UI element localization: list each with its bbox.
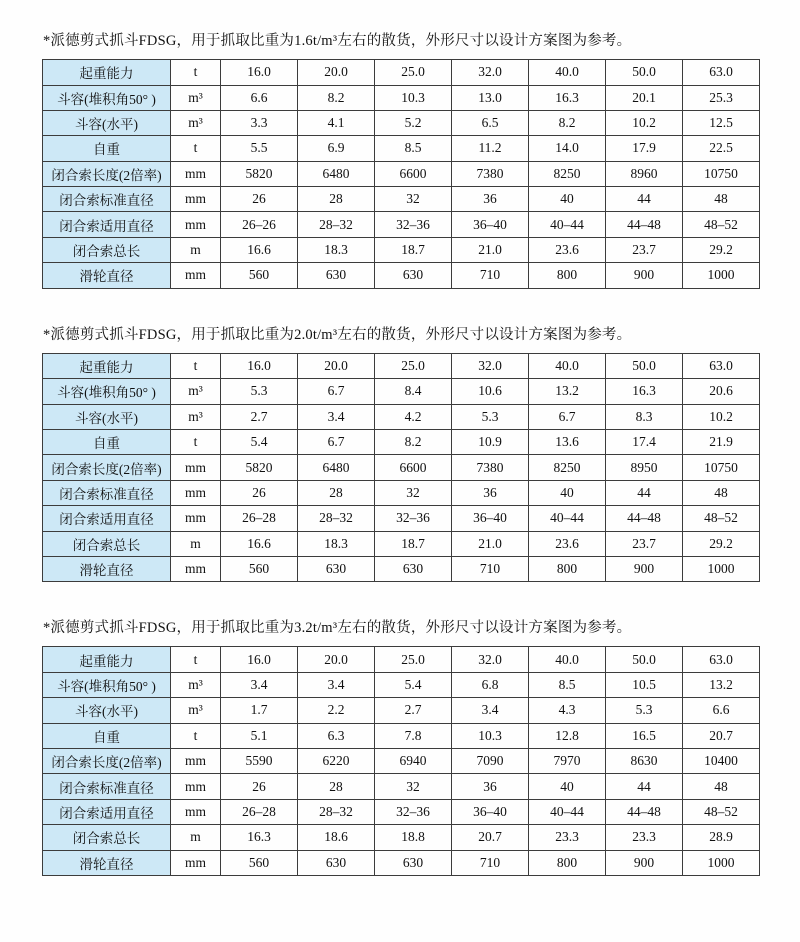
- value-cell: 6940: [375, 748, 452, 773]
- row-unit: mm: [171, 506, 221, 531]
- value-cell: 20.0: [298, 60, 375, 85]
- value-cell: 630: [375, 556, 452, 581]
- value-cell: 3.4: [221, 672, 298, 697]
- value-cell: 40–44: [529, 212, 606, 237]
- table-row: [43, 161, 760, 186]
- table-row: [43, 263, 760, 288]
- row-label: 起重能力: [43, 353, 171, 378]
- value-cell: 7380: [452, 161, 529, 186]
- value-cell: 36: [452, 187, 529, 212]
- value-cell: 10.5: [606, 672, 683, 697]
- value-cell: 32: [375, 774, 452, 799]
- row-label: 闭合索总长: [43, 825, 171, 850]
- value-cell: 560: [221, 556, 298, 581]
- value-cell: 44: [606, 774, 683, 799]
- row-label: 自重: [43, 429, 171, 454]
- value-cell: 40: [529, 774, 606, 799]
- row-label: 滑轮直径: [43, 850, 171, 875]
- table-row: [43, 698, 760, 723]
- value-cell: 25.0: [375, 647, 452, 672]
- table-row: [43, 379, 760, 404]
- value-cell: 6480: [298, 161, 375, 186]
- row-label: 斗容(水平): [43, 698, 171, 723]
- value-cell: 6480: [298, 455, 375, 480]
- row-unit: mm: [171, 480, 221, 505]
- row-label: 闭合索适用直径: [43, 799, 171, 824]
- value-cell: 13.2: [683, 672, 760, 697]
- value-cell: 6.7: [298, 379, 375, 404]
- value-cell: 26–28: [221, 799, 298, 824]
- row-unit: m³: [171, 672, 221, 697]
- value-cell: 8.5: [375, 136, 452, 161]
- row-unit: m³: [171, 698, 221, 723]
- row-unit: m: [171, 825, 221, 850]
- value-cell: 800: [529, 263, 606, 288]
- row-unit: mm: [171, 799, 221, 824]
- row-unit: m: [171, 531, 221, 556]
- value-cell: 32–36: [375, 212, 452, 237]
- value-cell: 29.2: [683, 531, 760, 556]
- value-cell: 5.4: [375, 672, 452, 697]
- row-label: 斗容(堆积角50° ): [43, 672, 171, 697]
- value-cell: 6.7: [529, 404, 606, 429]
- value-cell: 18.8: [375, 825, 452, 850]
- value-cell: 20.7: [452, 825, 529, 850]
- row-unit: mm: [171, 748, 221, 773]
- value-cell: 36: [452, 774, 529, 799]
- table-row: [43, 506, 760, 531]
- value-cell: 50.0: [606, 60, 683, 85]
- value-cell: 48: [683, 774, 760, 799]
- value-cell: 8.2: [298, 85, 375, 110]
- value-cell: 11.2: [452, 136, 529, 161]
- value-cell: 48: [683, 480, 760, 505]
- value-cell: 20.6: [683, 379, 760, 404]
- value-cell: 17.9: [606, 136, 683, 161]
- value-cell: 8.4: [375, 379, 452, 404]
- row-label: 闭合索长度(2倍率): [43, 161, 171, 186]
- row-label: 闭合索适用直径: [43, 506, 171, 531]
- table-row: [43, 748, 760, 773]
- value-cell: 26–26: [221, 212, 298, 237]
- value-cell: 3.4: [298, 672, 375, 697]
- value-cell: 18.3: [298, 531, 375, 556]
- table-row: [43, 187, 760, 212]
- row-label: 滑轮直径: [43, 263, 171, 288]
- value-cell: 16.0: [221, 353, 298, 378]
- value-cell: 630: [298, 850, 375, 875]
- value-cell: 8.2: [529, 110, 606, 135]
- value-cell: 32.0: [452, 353, 529, 378]
- value-cell: 63.0: [683, 647, 760, 672]
- value-cell: 20.7: [683, 723, 760, 748]
- value-cell: 20.0: [298, 647, 375, 672]
- value-cell: 40–44: [529, 799, 606, 824]
- row-unit: m³: [171, 85, 221, 110]
- value-cell: 8.2: [375, 429, 452, 454]
- value-cell: 16.0: [221, 647, 298, 672]
- table-row: [43, 136, 760, 161]
- value-cell: 14.0: [529, 136, 606, 161]
- table-row: [43, 429, 760, 454]
- value-cell: 10.2: [606, 110, 683, 135]
- row-label: 起重能力: [43, 647, 171, 672]
- value-cell: 40: [529, 480, 606, 505]
- value-cell: 6.6: [221, 85, 298, 110]
- value-cell: 40–44: [529, 506, 606, 531]
- section-title: *派德剪式抓斗FDSG，用于抓取比重为1.6t/m³左右的散货，外形尺寸以设计方案图为参考。: [43, 33, 632, 49]
- value-cell: 50.0: [606, 353, 683, 378]
- value-cell: 2.7: [375, 698, 452, 723]
- value-cell: 5.3: [606, 698, 683, 723]
- value-cell: 6.5: [452, 110, 529, 135]
- row-label: 闭合索适用直径: [43, 212, 171, 237]
- row-label: 闭合索长度(2倍率): [43, 455, 171, 480]
- value-cell: 8250: [529, 161, 606, 186]
- value-cell: 800: [529, 850, 606, 875]
- row-unit: t: [171, 429, 221, 454]
- value-cell: 26: [221, 774, 298, 799]
- value-cell: 32: [375, 187, 452, 212]
- value-cell: 10400: [683, 748, 760, 773]
- value-cell: 560: [221, 263, 298, 288]
- value-cell: 5820: [221, 455, 298, 480]
- value-cell: 10750: [683, 161, 760, 186]
- row-label: 斗容(水平): [43, 404, 171, 429]
- value-cell: 26: [221, 480, 298, 505]
- value-cell: 36: [452, 480, 529, 505]
- value-cell: 4.2: [375, 404, 452, 429]
- value-cell: 18.7: [375, 237, 452, 262]
- row-unit: t: [171, 136, 221, 161]
- value-cell: 28: [298, 187, 375, 212]
- table-row: [43, 723, 760, 748]
- value-cell: 63.0: [683, 60, 760, 85]
- value-cell: 6.7: [298, 429, 375, 454]
- value-cell: 7380: [452, 455, 529, 480]
- value-cell: 36–40: [452, 799, 529, 824]
- row-unit: m³: [171, 110, 221, 135]
- value-cell: 21.0: [452, 237, 529, 262]
- value-cell: 8960: [606, 161, 683, 186]
- value-cell: 25.0: [375, 353, 452, 378]
- value-cell: 1.7: [221, 698, 298, 723]
- row-unit: mm: [171, 263, 221, 288]
- section-title: *派德剪式抓斗FDSG，用于抓取比重为3.2t/m³左右的散货，外形尺寸以设计方案图为参考。: [43, 620, 632, 637]
- value-cell: 17.4: [606, 429, 683, 454]
- value-cell: 13.6: [529, 429, 606, 454]
- spec-section-2.0: [42, 326, 760, 583]
- value-cell: 21.0: [452, 531, 529, 556]
- value-cell: 3.4: [452, 698, 529, 723]
- value-cell: 7970: [529, 748, 606, 773]
- value-cell: 3.3: [221, 110, 298, 135]
- value-cell: 1000: [683, 850, 760, 875]
- value-cell: 40.0: [529, 353, 606, 378]
- row-label: 斗容(堆积角50° ): [43, 85, 171, 110]
- value-cell: 900: [606, 263, 683, 288]
- row-unit: mm: [171, 774, 221, 799]
- value-cell: 1000: [683, 263, 760, 288]
- value-cell: 28–32: [298, 799, 375, 824]
- value-cell: 630: [375, 850, 452, 875]
- value-cell: 22.5: [683, 136, 760, 161]
- value-cell: 4.1: [298, 110, 375, 135]
- value-cell: 630: [375, 263, 452, 288]
- value-cell: 10.3: [375, 85, 452, 110]
- table-row: [43, 774, 760, 799]
- value-cell: 25.0: [375, 60, 452, 85]
- table-row: [43, 647, 760, 672]
- value-cell: 6600: [375, 455, 452, 480]
- value-cell: 18.3: [298, 237, 375, 262]
- value-cell: 44–48: [606, 799, 683, 824]
- row-label: 闭合索总长: [43, 237, 171, 262]
- value-cell: 44–48: [606, 506, 683, 531]
- value-cell: 48–52: [683, 212, 760, 237]
- row-unit: t: [171, 723, 221, 748]
- row-unit: m³: [171, 404, 221, 429]
- value-cell: 16.3: [606, 379, 683, 404]
- row-unit: m: [171, 237, 221, 262]
- value-cell: 20.1: [606, 85, 683, 110]
- row-unit: t: [171, 647, 221, 672]
- value-cell: 44: [606, 480, 683, 505]
- value-cell: 18.7: [375, 531, 452, 556]
- value-cell: 16.5: [606, 723, 683, 748]
- table-row: [43, 455, 760, 480]
- value-cell: 23.7: [606, 237, 683, 262]
- value-cell: 800: [529, 556, 606, 581]
- spec-section-3.2: [42, 619, 760, 876]
- value-cell: 36–40: [452, 212, 529, 237]
- value-cell: 7090: [452, 748, 529, 773]
- value-cell: 2.2: [298, 698, 375, 723]
- value-cell: 48–52: [683, 506, 760, 531]
- row-label: 自重: [43, 136, 171, 161]
- row-unit: mm: [171, 455, 221, 480]
- value-cell: 20.0: [298, 353, 375, 378]
- value-cell: 23.3: [529, 825, 606, 850]
- value-cell: 3.4: [298, 404, 375, 429]
- row-unit: mm: [171, 850, 221, 875]
- row-label: 斗容(水平): [43, 110, 171, 135]
- value-cell: 40: [529, 187, 606, 212]
- value-cell: 23.6: [529, 237, 606, 262]
- value-cell: 900: [606, 850, 683, 875]
- row-label: 起重能力: [43, 60, 171, 85]
- row-label: 闭合索总长: [43, 531, 171, 556]
- value-cell: 44: [606, 187, 683, 212]
- value-cell: 16.3: [221, 825, 298, 850]
- value-cell: 2.7: [221, 404, 298, 429]
- value-cell: 710: [452, 850, 529, 875]
- table-row: [43, 237, 760, 262]
- value-cell: 6.8: [452, 672, 529, 697]
- value-cell: 6600: [375, 161, 452, 186]
- table-row: [43, 60, 760, 85]
- value-cell: 32–36: [375, 799, 452, 824]
- value-cell: 32.0: [452, 647, 529, 672]
- table-row: [43, 404, 760, 429]
- value-cell: 7.8: [375, 723, 452, 748]
- value-cell: 16.6: [221, 237, 298, 262]
- value-cell: 16.3: [529, 85, 606, 110]
- table-row: [43, 799, 760, 824]
- value-cell: 630: [298, 556, 375, 581]
- value-cell: 10.3: [452, 723, 529, 748]
- table-row: [43, 556, 760, 581]
- value-cell: 32–36: [375, 506, 452, 531]
- value-cell: 23.6: [529, 531, 606, 556]
- value-cell: 8.5: [529, 672, 606, 697]
- value-cell: 29.2: [683, 237, 760, 262]
- value-cell: 10.9: [452, 429, 529, 454]
- value-cell: 5.2: [375, 110, 452, 135]
- value-cell: 21.9: [683, 429, 760, 454]
- section-title: *派德剪式抓斗FDSG，用于抓取比重为2.0t/m³左右的散货，外形尺寸以设计方案图为参考。: [43, 326, 632, 343]
- value-cell: 32: [375, 480, 452, 505]
- value-cell: 5.5: [221, 136, 298, 161]
- value-cell: 48–52: [683, 799, 760, 824]
- value-cell: 710: [452, 556, 529, 581]
- table-row: [43, 85, 760, 110]
- value-cell: 18.6: [298, 825, 375, 850]
- table-row: [43, 531, 760, 556]
- value-cell: 13.0: [452, 85, 529, 110]
- table-row: [43, 672, 760, 697]
- value-cell: 5.3: [221, 379, 298, 404]
- table-row: [43, 353, 760, 378]
- value-cell: 6.9: [298, 136, 375, 161]
- row-unit: t: [171, 353, 221, 378]
- value-cell: 13.2: [529, 379, 606, 404]
- value-cell: 32.0: [452, 60, 529, 85]
- value-cell: 6.6: [683, 698, 760, 723]
- value-cell: 900: [606, 556, 683, 581]
- value-cell: 23.3: [606, 825, 683, 850]
- spec-section-1.6: [42, 32, 760, 289]
- value-cell: 16.0: [221, 60, 298, 85]
- value-cell: 8950: [606, 455, 683, 480]
- spec-table-1.6: [42, 59, 760, 289]
- value-cell: 44–48: [606, 212, 683, 237]
- value-cell: 560: [221, 850, 298, 875]
- table-row: [43, 825, 760, 850]
- value-cell: 26–28: [221, 506, 298, 531]
- row-unit: mm: [171, 556, 221, 581]
- value-cell: 6.3: [298, 723, 375, 748]
- value-cell: 8250: [529, 455, 606, 480]
- table-row: [43, 212, 760, 237]
- row-label: 闭合索长度(2倍率): [43, 748, 171, 773]
- value-cell: 28: [298, 774, 375, 799]
- value-cell: 63.0: [683, 353, 760, 378]
- value-cell: 8630: [606, 748, 683, 773]
- value-cell: 28.9: [683, 825, 760, 850]
- row-unit: mm: [171, 212, 221, 237]
- row-label: 滑轮直径: [43, 556, 171, 581]
- value-cell: 10.6: [452, 379, 529, 404]
- row-unit: mm: [171, 187, 221, 212]
- value-cell: 4.3: [529, 698, 606, 723]
- row-unit: m³: [171, 379, 221, 404]
- value-cell: 5.1: [221, 723, 298, 748]
- value-cell: 6220: [298, 748, 375, 773]
- value-cell: 630: [298, 263, 375, 288]
- table-row: [43, 110, 760, 135]
- value-cell: 10.2: [683, 404, 760, 429]
- table-row: [43, 480, 760, 505]
- value-cell: 1000: [683, 556, 760, 581]
- value-cell: 5.3: [452, 404, 529, 429]
- row-label: 斗容(堆积角50° ): [43, 379, 171, 404]
- row-label: 自重: [43, 723, 171, 748]
- value-cell: 16.6: [221, 531, 298, 556]
- value-cell: 12.5: [683, 110, 760, 135]
- row-label: 闭合索标准直径: [43, 480, 171, 505]
- row-label: 闭合索标准直径: [43, 187, 171, 212]
- value-cell: 40.0: [529, 60, 606, 85]
- value-cell: 23.7: [606, 531, 683, 556]
- value-cell: 36–40: [452, 506, 529, 531]
- value-cell: 710: [452, 263, 529, 288]
- value-cell: 28: [298, 480, 375, 505]
- value-cell: 12.8: [529, 723, 606, 748]
- value-cell: 48: [683, 187, 760, 212]
- spec-table-3.2: [42, 646, 760, 876]
- spec-table-2.0: [42, 353, 760, 583]
- value-cell: 40.0: [529, 647, 606, 672]
- table-row: [43, 850, 760, 875]
- value-cell: 26: [221, 187, 298, 212]
- value-cell: 5.4: [221, 429, 298, 454]
- row-unit: mm: [171, 161, 221, 186]
- value-cell: 10750: [683, 455, 760, 480]
- value-cell: 28–32: [298, 212, 375, 237]
- value-cell: 28–32: [298, 506, 375, 531]
- value-cell: 8.3: [606, 404, 683, 429]
- value-cell: 25.3: [683, 85, 760, 110]
- value-cell: 50.0: [606, 647, 683, 672]
- value-cell: 5590: [221, 748, 298, 773]
- row-label: 闭合索标准直径: [43, 774, 171, 799]
- row-unit: t: [171, 60, 221, 85]
- value-cell: 5820: [221, 161, 298, 186]
